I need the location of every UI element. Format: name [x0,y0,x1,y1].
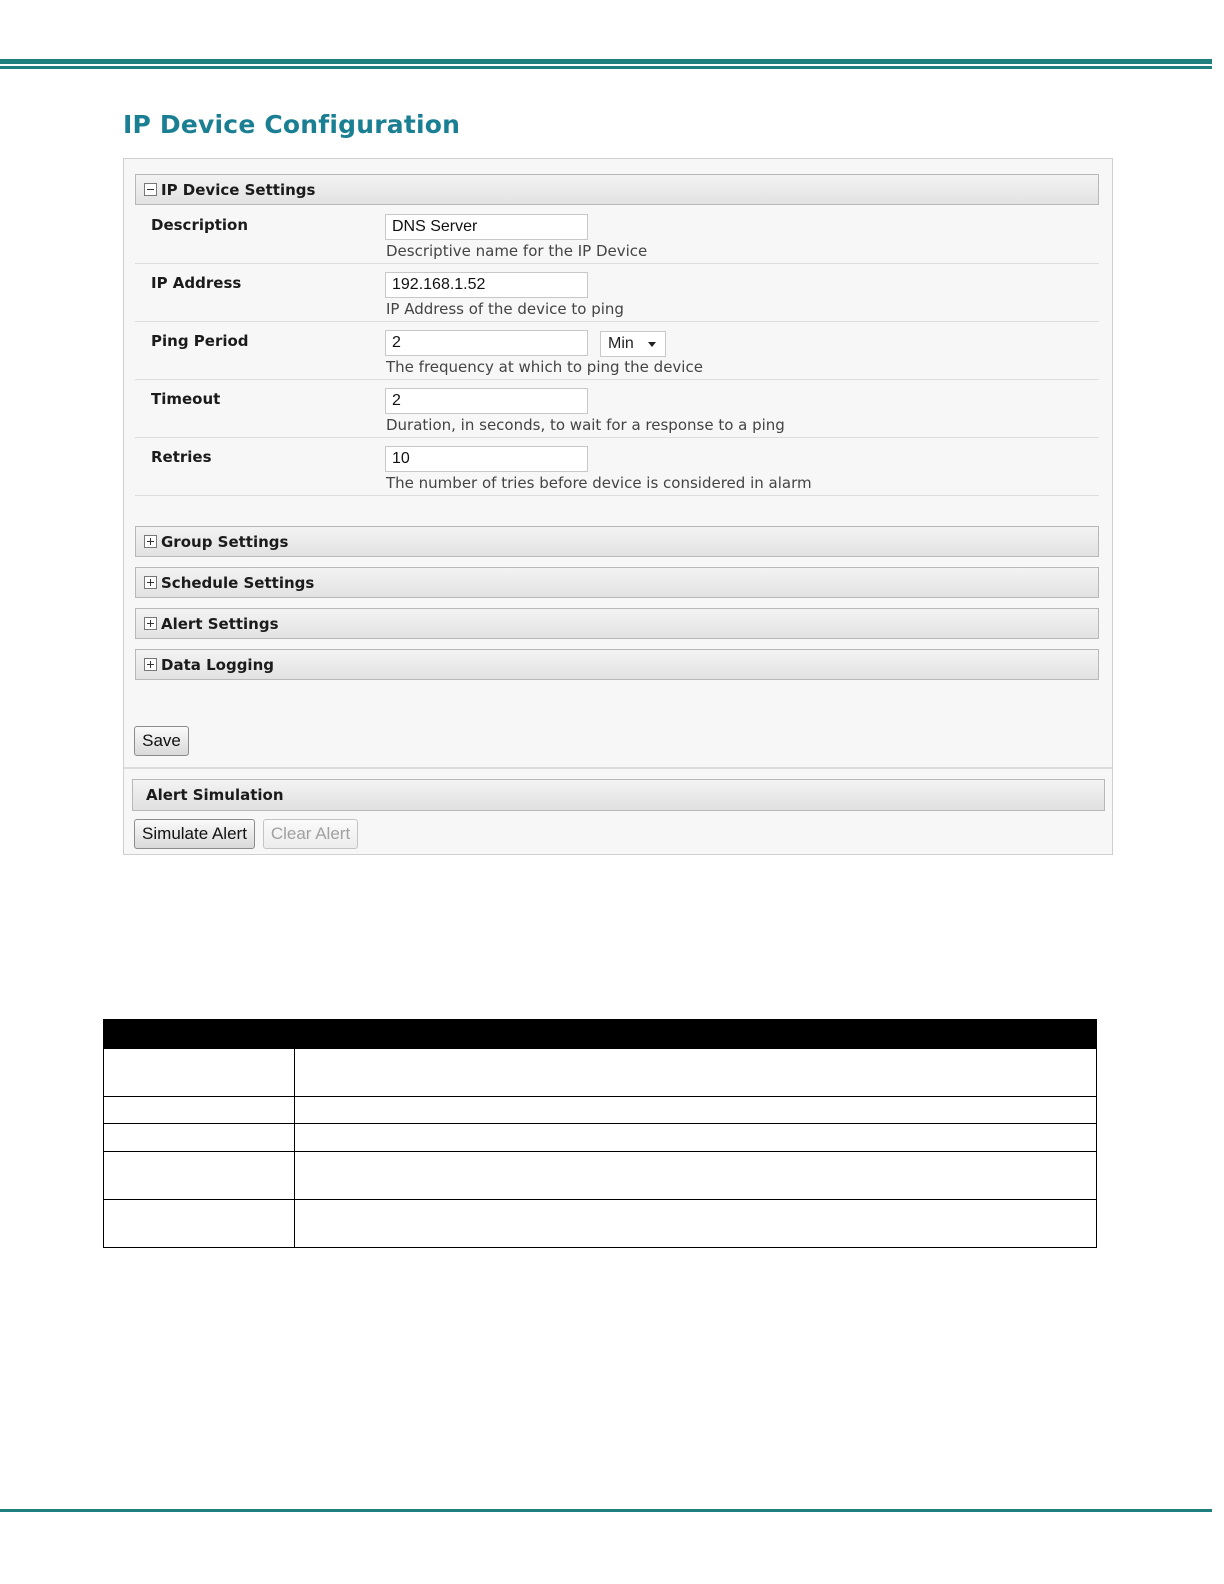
config-panel [123,158,1113,855]
page-title: IP Device Configuration [123,110,461,139]
table-header-cell [295,1020,1097,1049]
table-row [104,1049,1097,1097]
section-label: Schedule Settings [161,573,315,592]
expand-icon[interactable] [144,535,157,548]
description-input[interactable] [385,214,588,240]
timeout-input[interactable] [385,388,588,414]
table-cell [104,1124,295,1152]
table-cell [295,1097,1097,1124]
table-row [104,1097,1097,1124]
divider [124,767,1112,769]
ip-address-label: IP Address [151,274,242,292]
retries-label: Retries [151,448,212,466]
bottom-rule [0,1509,1212,1512]
expand-icon[interactable] [144,658,157,671]
table-row [104,1200,1097,1248]
description-label: Description [151,216,249,234]
table-row [104,1124,1097,1152]
retries-help: The number of tries before device is considered in alarm [386,474,812,492]
field-row-description [135,206,1099,264]
unit-select-value: Min [608,335,634,352]
section-label: Alert Settings [161,614,279,633]
table-cell [295,1124,1097,1152]
table-header-row [104,1020,1097,1049]
table-cell [104,1152,295,1200]
field-row-ping-period [135,322,1099,380]
section-schedule-settings[interactable] [135,567,1099,598]
section-group-settings[interactable] [135,526,1099,557]
ping-period-label: Ping Period [151,332,249,350]
field-row-timeout [135,380,1099,438]
field-row-retries [135,438,1099,496]
section-label: Data Logging [161,655,274,674]
table-header-cell [104,1020,295,1049]
timeout-help: Duration, in seconds, to wait for a response to a ping [386,416,785,434]
ip-address-input[interactable] [385,272,588,298]
section-alert-settings[interactable] [135,608,1099,639]
ping-period-help: The frequency at which to ping the device [386,358,703,376]
description-help: Descriptive name for the IP Device [386,242,648,260]
collapse-icon[interactable] [144,183,157,196]
top-rule [0,59,1212,69]
table-cell [295,1152,1097,1200]
save-button[interactable]: Save [134,726,189,756]
table-cell [104,1049,295,1097]
expand-icon[interactable] [144,617,157,630]
ping-period-unit-select[interactable] [600,331,666,357]
description-table [103,1019,1097,1248]
table-cell [104,1200,295,1248]
retries-input[interactable] [385,446,588,472]
table-cell [104,1097,295,1124]
table-cell [295,1200,1097,1248]
field-row-ip-address [135,264,1099,322]
simulate-alert-button[interactable]: Simulate Alert [134,819,255,849]
clear-alert-button[interactable]: Clear Alert [263,819,358,849]
alert-simulation-title: Alert Simulation [146,786,284,804]
expand-icon[interactable] [144,576,157,589]
section-label: IP Device Settings [161,180,316,199]
alert-simulation-header [132,779,1105,811]
ip-address-help: IP Address of the device to ping [386,300,624,318]
section-data-logging[interactable] [135,649,1099,680]
table-row [104,1152,1097,1200]
timeout-label: Timeout [151,390,221,408]
table-cell [295,1049,1097,1097]
section-label: Group Settings [161,532,289,551]
section-ip-device-settings[interactable] [135,174,1099,205]
ping-period-input[interactable] [385,330,588,356]
chevron-down-icon [648,342,656,347]
